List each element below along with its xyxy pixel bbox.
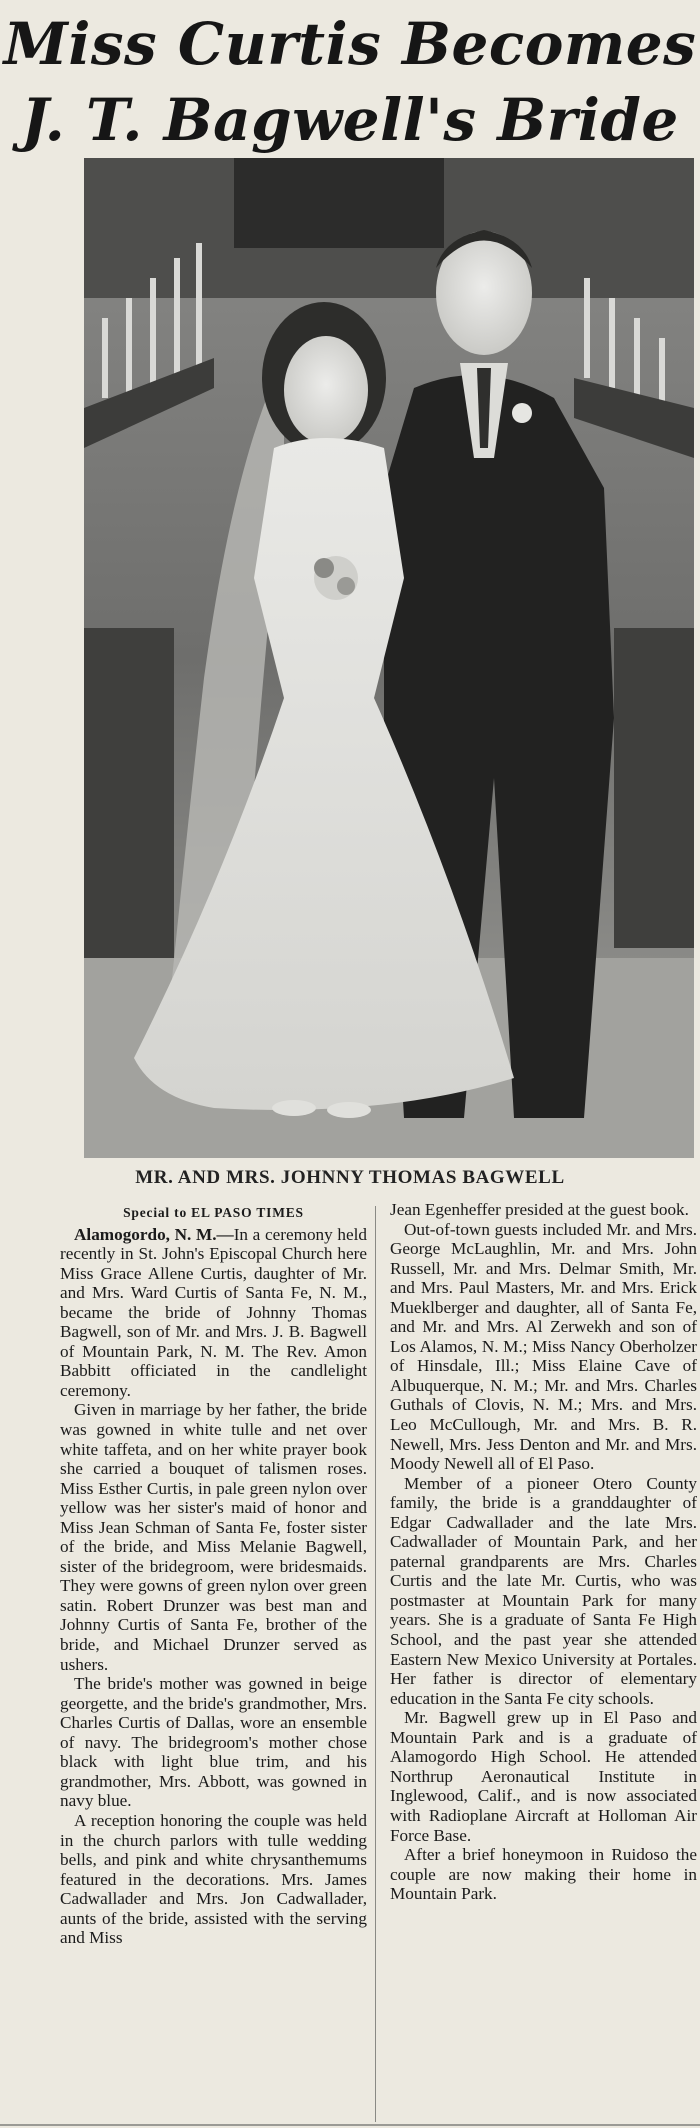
article-column-right bbox=[390, 1200, 697, 2124]
paragraph-1-text: In a ceremony held recently in St. John's Episcopal Church here Miss Grace Allene Curtis, daughter of Mr. and Mrs. Ward Curtis of Santa Fe, N. M., became the bride of Johnny Thomas Bagwell, son of Mr. and Mrs. J. B. Bagwell of Mountain Park, N. M. The Rev. Amon Babbitt officiated in the candlelight ceremony. bbox=[60, 1224, 367, 1400]
wedding-photo-icon bbox=[84, 158, 694, 1158]
headline bbox=[0, 6, 700, 158]
article-paragraph-7: Mr. Bagwell grew up in El Paso and Mountain Park and is a graduate of Alamogordo High School. He attended Northrup Aeronautical Institute in Inglewood, Calif., and is now associated with Radioplane Aircraft at Holloman Air Force Base. bbox=[390, 1708, 697, 1845]
article-paragraph-1 bbox=[60, 1225, 367, 1401]
headline-line-1: Miss Curtis Becomes bbox=[3, 10, 697, 78]
article-paragraph-3: The bride's mother was gowned in beige georgette, and the bride's grandmother, Mrs. Charles Curtis of Dallas, wore an ensemble of navy. The bridegroom's mother chose black with light blue trim, and his grandmother, Mrs. Abbott, was gowned in navy blue. bbox=[60, 1674, 367, 1811]
byline: Special to EL PASO TIMES bbox=[123, 1205, 304, 1220]
article-paragraph-8: After a brief honeymoon in Ruidoso the couple are now making their home in Mountain Park. bbox=[390, 1845, 697, 1904]
photo-caption: MR. AND MRS. JOHNNY THOMAS BAGWELL bbox=[135, 1167, 565, 1188]
article-paragraph-6: Member of a pioneer Otero County family, the bride is a granddaughter of Edgar Cadwallader and the late Mrs. Cadwallader of Mountain Park, and her paternal grandparents are Mrs. Charles Curtis and the late Mr. Curtis, who was postmaster at Mountain Park for many years. She is a graduate of Santa Fe High School, and the past year she attended Eastern New Mexico University at Portales. Her father is director of elementary education in the Santa Fe city schools. bbox=[390, 1473, 697, 1708]
bottom-rule bbox=[0, 2124, 700, 2126]
dateline: Alamogordo, N. M.— bbox=[74, 1224, 234, 1244]
article-paragraph-4: A reception honoring the couple was held in the church parlors with tulle wedding bells, and pink and white chrysanthemums featured in the decorations. Mrs. James Cadwallader and Mrs. Jon Cadwallader, aunts of the bride, assisted with the serving and Miss bbox=[60, 1810, 367, 1948]
article-paragraph-2: Given in marriage by her father, the bride was gowned in white tulle and net over white taffeta, and on her white prayer book she carried a bouquet of talismen roses. Miss Esther Curtis, in pale green nylon over yellow was her sister's maid of honor and Miss Jean Schman of Santa Fe, foster sister of the bride, and Miss Melanie Bagwell, sister of the bridegroom, were bridesmaids. They were gowns of green nylon over green satin. Robert Drunzer was best man and Johnny Curtis of Santa Fe, brother of the bride, and Michael Drunzer served as ushers. bbox=[60, 1400, 367, 1674]
wedding-photo bbox=[84, 158, 694, 1158]
article-paragraph-5: Out-of-town guests included Mr. and Mrs. George McLaughlin, Mr. and Mrs. John Russell, Mr. and Mrs. Delmar Smith, Mr. and Mrs. Paul Masters, Mr. and Mrs. Erick Mueklberger and daughter, all of Santa Fe, and Mr. and Mrs. Al Zerwekh and son of Los Alamos, N. M.; Miss Nancy Oberholzer of Hinsdale, Ill.; Miss Elaine Cave of Albuquerque, N. M.; Mr. and Mrs. Charles Guthals of Clovis, N. M.; Mrs. and Mrs. Leo McCullough, Mr. and Mrs. B. R. Newell, Mrs. Jess Denton and Mr. and Mrs. Moody Newell all of El Paso. bbox=[390, 1219, 697, 1474]
column-divider bbox=[375, 1206, 376, 2122]
headline-line-2: J. T. Bagwell's Bride bbox=[21, 86, 679, 154]
article-paragraph-4-continued: Jean Egenheffer presided at the guest book. bbox=[390, 1200, 689, 1219]
article-column-left bbox=[60, 1200, 367, 2124]
